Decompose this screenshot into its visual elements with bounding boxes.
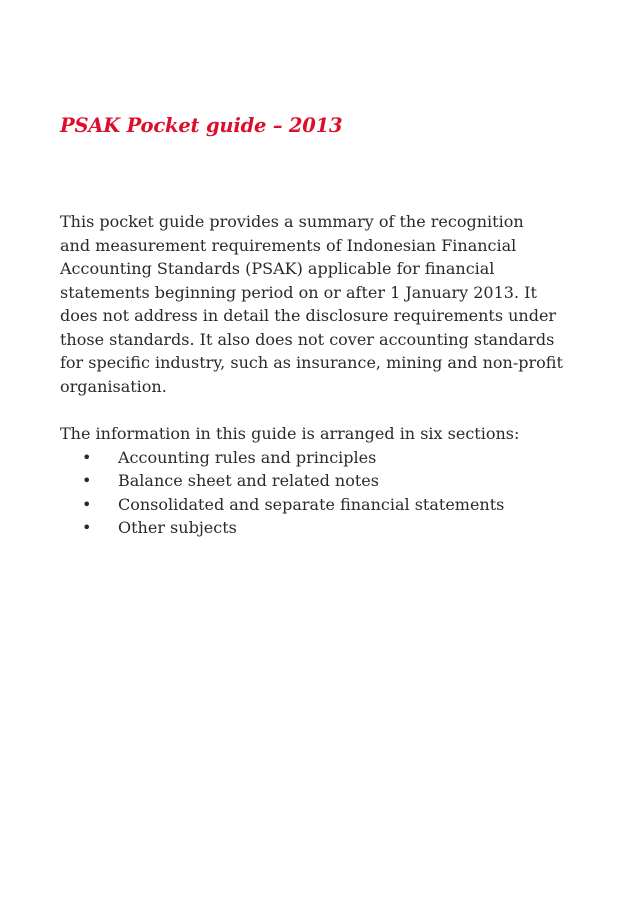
list-item <box>60 516 590 540</box>
list-item <box>60 469 590 493</box>
bullet-icon: • <box>82 471 92 490</box>
paragraph-line: This pocket guide provides a summary of the recognition <box>60 212 524 231</box>
bullet-icon: • <box>82 518 92 537</box>
list-item-label: Balance sheet and related notes <box>118 471 379 490</box>
body-text <box>60 210 590 540</box>
page-title: PSAK Pocket guide – 2013 <box>60 114 343 137</box>
paragraph-line: organisation. <box>60 376 167 396</box>
paragraph-line: and measurement requirements of Indonesian Financial <box>60 235 517 255</box>
paragraph-line: those standards. It also does not cover accounting standards <box>60 329 555 349</box>
list-item <box>60 446 590 470</box>
paragraph-line: statements beginning period on or after 1 January 2013. It <box>60 282 537 302</box>
paragraph-line: for specific industry, such as insurance, mining and non-profit <box>60 353 563 372</box>
sections-list <box>60 446 590 540</box>
list-item-label: Accounting rules and principles <box>118 447 377 467</box>
bullet-icon: • <box>82 447 92 467</box>
list-item-label: Consolidated and separate financial statements <box>118 494 505 514</box>
list-item <box>60 493 590 517</box>
bullet-icon: • <box>82 494 92 514</box>
sections-intro: The information in this guide is arranged in six sections: <box>60 424 520 443</box>
paragraph-line: Accounting Standards (PSAK) applicable for financial <box>60 259 495 278</box>
paragraph-line: does not address in detail the disclosure requirements under <box>60 306 557 325</box>
summary-paragraph <box>60 210 590 398</box>
paragraph-spacer <box>60 398 590 422</box>
list-item-label: Other subjects <box>118 518 237 537</box>
